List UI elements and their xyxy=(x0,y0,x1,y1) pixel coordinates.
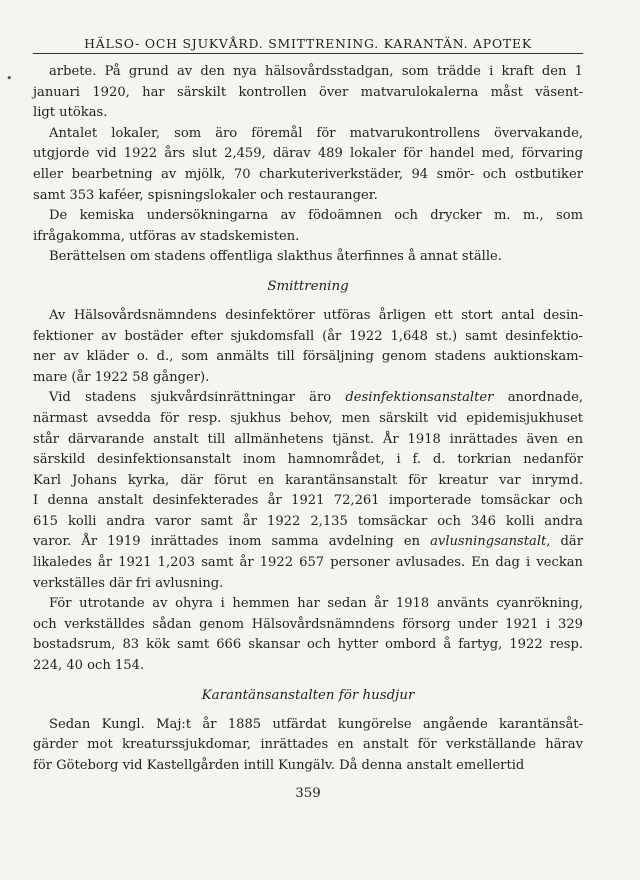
text-line: För utrotande av ohyra i hemmen har sedan år 1918 använts cyanrökning, xyxy=(49,596,583,612)
text-line: verkställes där fri avlusning. xyxy=(33,575,224,591)
text-line: fektioner av bostäder efter sjukdomsfall (år 1922 1,648 st.) samt desinfektio- xyxy=(33,328,583,344)
text-line: ifrågakomma, utföras av stadskemisten. xyxy=(33,228,300,244)
text-line: varor. År 1919 inrättades inom samma avdelning en avlusningsanstalt, där xyxy=(33,534,583,550)
paragraph xyxy=(33,388,583,594)
text-line: bostadsrum, 83 kök samt 666 skansar och hytter ombord å fartyg, 1922 resp. xyxy=(33,637,583,653)
text-line: för Göteborg vid Kastellgården intill Kungälv. Då denna anstalt emellertid xyxy=(33,757,525,773)
section-gap xyxy=(33,677,583,685)
text-line: Sedan Kungl. Maj:t år 1885 utfärdat kungörelse angående karantänsåt- xyxy=(49,716,583,732)
text-line: Karl Johans kyrka, där förut en karantänsanstalt för kreatur var inrymd. xyxy=(33,472,583,488)
section-gap xyxy=(33,707,583,715)
text-line: ner av kläder o. d., som anmälts till försäljning genom stadens auktionskam- xyxy=(33,349,583,365)
running-head: HÄLSO- OCH SJUKVÅRD. SMITTRENING. KARANTÄN. APOTEK xyxy=(84,36,532,51)
section-gap xyxy=(33,268,583,276)
page-number: 359 xyxy=(295,786,321,801)
text-line: januari 1920, har särskilt kontrollen över matvarulokalerna måst väsent- xyxy=(33,84,583,100)
text-line: likaledes år 1921 1,203 samt år 1922 657 personer avlusades. En dag i veckan xyxy=(33,555,583,571)
text-line: eller bearbetning av mjölk, 70 charkuteriverkstäder, 94 smör- och ostbutiker xyxy=(33,166,583,182)
text-line: Antalet lokaler, som äro föremål för matvarukontrollens övervakande, xyxy=(49,125,583,141)
emphasized-term: desinfektionsanstalter xyxy=(345,390,494,406)
text-line: samt 353 kaféer, spisningslokaler och restauranger. xyxy=(33,187,378,203)
paragraph xyxy=(33,247,583,268)
text-line: särskild desinfektionsanstalt inom hamnområdet, i f. d. torkrian nedanför xyxy=(33,452,583,468)
paragraph xyxy=(33,62,583,124)
text-line: Av Hälsovårdsnämndens desinfektörer utföras årligen ett stort antal desin- xyxy=(49,307,583,323)
text-line: arbete. På grund av den nya hälsovårdsstadgan, som trädde i kraft den 1 xyxy=(49,64,583,79)
text-line: står därvarande anstalt till allmänhetens tjänst. År 1918 inrättades även en xyxy=(33,431,583,447)
body-text xyxy=(33,62,583,776)
section-heading: Karantänsanstalten för husdjur xyxy=(201,687,415,703)
text-line: mare (år 1922 58 gånger). xyxy=(33,369,210,385)
text-line: och verkställdes sådan genom Hälsovårdsnämndens försorg under 1921 i 329 xyxy=(33,616,583,632)
text-line: De kemiska undersökningarna av födoämnen och drycker m. m., som xyxy=(49,208,583,224)
text-line: Vid stadens sjukvårdsinrättningar äro desinfektionsanstalter anordnade, xyxy=(49,390,583,406)
text-line: 615 kolli andra varor samt år 1922 2,135 tomsäckar och 346 kolli andra xyxy=(33,513,583,529)
margin-mark: • xyxy=(6,72,13,85)
emphasized-term: avlusningsanstalt xyxy=(430,534,547,550)
text-line: Berättelsen om stadens offentliga slakthus återfinnes å annat ställe. xyxy=(49,249,502,265)
text-line: 224, 40 och 154. xyxy=(33,658,145,674)
section-heading: Smittrening xyxy=(267,278,349,294)
text-line: ligt utökas. xyxy=(33,105,108,121)
paragraph xyxy=(33,306,583,388)
header-rule xyxy=(33,53,583,54)
paragraph xyxy=(33,124,583,206)
paragraph xyxy=(33,715,583,777)
text-line: närmast avsedda för resp. sjukhus behov, men särskilt vid epidemisjukhuset xyxy=(33,410,583,426)
text-line: I denna anstalt desinfekterades år 1921 72,261 importerade tomsäckar och xyxy=(33,493,583,509)
paragraph xyxy=(33,206,583,247)
section-gap xyxy=(33,298,583,306)
text-line: utgjorde vid 1922 års slut 2,459, därav 489 lokaler för handel med, förvaring xyxy=(33,146,583,162)
text-line: gärder mot kreaturssjukdomar, inrättades en anstalt för verkställande härav xyxy=(33,737,583,753)
paragraph xyxy=(33,594,583,676)
